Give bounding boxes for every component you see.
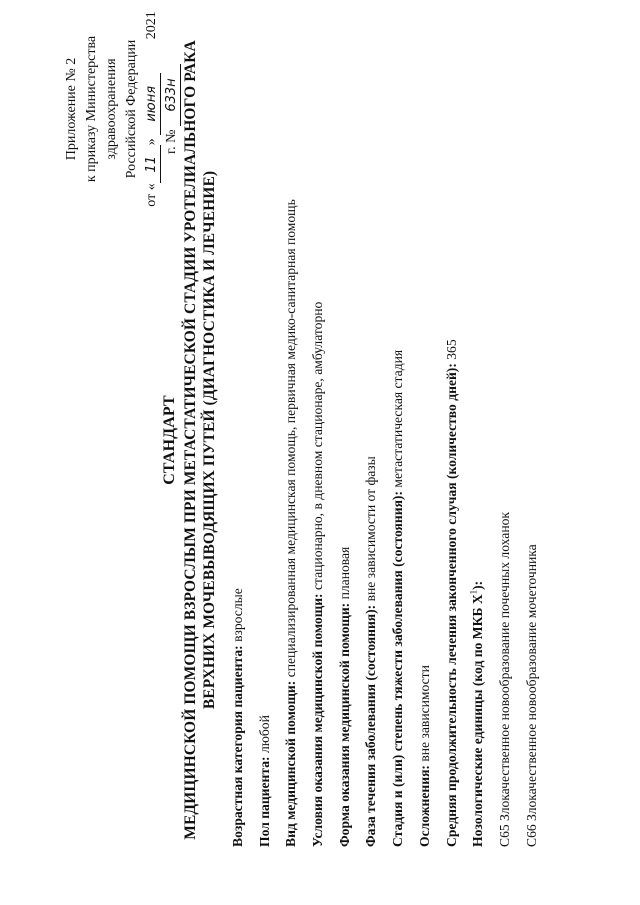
date-quote-close: » [144,138,159,146]
footnote-marker: 1 [468,589,479,595]
date-year: 2021 г. № [144,11,179,155]
field-disease-phase: Фаза течения заболевания (состояния): вне зависимости от фазы [363,456,379,847]
appendix-federation: Российской Федерации [124,39,139,179]
field-care-type: Вид медицинской помощи: специализированная медицинская помощь, первичная медико-санитарная помощь [283,199,299,847]
icd-code-c65: C65 Злокачественное новообразование почечных лоханок [496,512,512,847]
standard-fields [225,17,545,847]
handwritten-order-number: 633н [164,64,181,126]
appendix-number: Приложение № 2 [64,57,79,161]
field-care-conditions: Условия оказания медицинской помощи: стационарно, в дневном стационаре, амбулаторно [310,301,326,847]
appendix-order-ref: к приказу Министерства здравоохранения [84,35,119,183]
title-standard: СТАНДАРТ [161,395,178,485]
document-title [160,35,219,845]
field-care-form: Форма оказания медицинской помощи: плановая [336,546,352,847]
handwritten-day: 11 [144,145,161,183]
handwritten-month: июня [144,73,161,135]
field-nosology [465,17,492,847]
title-line-2: ВЕРХНИХ МОЧЕВЫВОДЯЩИХ ПУТЕЙ (ДИАГНОСТИКА И ЛЕЧЕНИЕ) [201,170,218,710]
field-treatment-duration: Средняя продолжительность лечения законченного случая (количество дней): 365 [443,339,459,847]
nosology-label-end: ): [470,580,486,590]
icd-code-c66: C66 Злокачественное новообразование мочеточника [523,544,539,847]
field-patient-sex: Пол пациента: любой [256,715,272,847]
field-disease-stage: Стадия и (или) степень тяжести заболевания (состояния): метастатическая стадия [390,349,406,847]
nosology-label: Нозологические единицы (код по МКБ X [470,594,486,847]
field-complications: Осложнения: вне зависимости [416,665,432,847]
title-line-1: МЕДИЦИНСКОЙ ПОМОЩИ ВЗРОСЛЫМ ПРИ МЕТАСТАТИЧЕСКОЙ СТАДИИ УРОТЕЛИАЛЬНОГО РАКА [182,40,199,840]
field-age-category: Возрастная категория пациента: взрослые [230,588,245,847]
date-prefix: от « [144,183,159,207]
